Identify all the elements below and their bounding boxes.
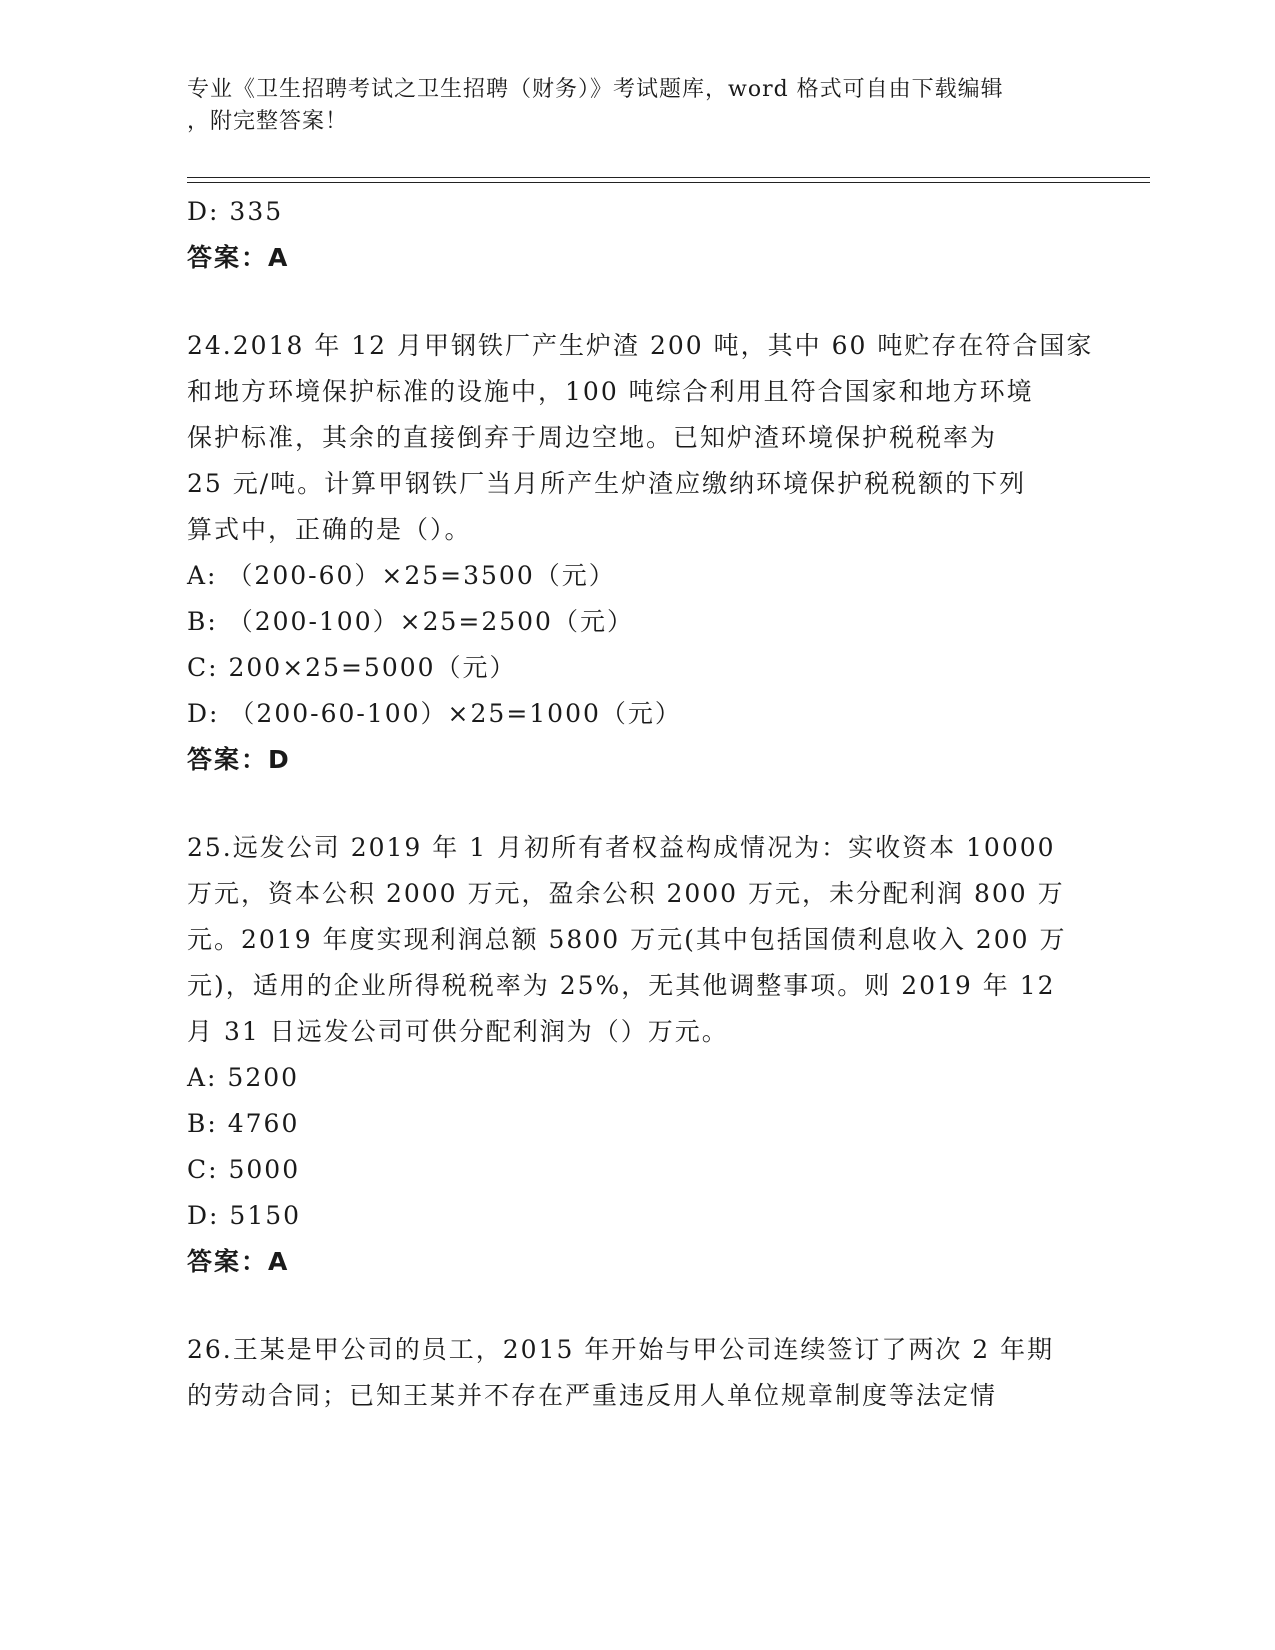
spacer [187, 1285, 1087, 1327]
question-24 [187, 323, 1094, 783]
header-divider-top [187, 177, 1150, 178]
q24-option-c: C: 200×25=5000（元） [187, 653, 517, 682]
prev-option-d: D: 335 [187, 197, 284, 226]
spacer [187, 281, 1087, 323]
q24-text-line: 25 元/吨。计算甲钢铁厂当月所产生炉渣应缴纳环境保护税税额的下列 [187, 469, 1027, 498]
q24-text-line: 算式中，正确的是（）。 [187, 515, 472, 544]
q25-text-line: 元。2019 年度实现利润总额 5800 万元(其中包括国债利息收入 200 万 [187, 925, 1067, 954]
question-26 [187, 1327, 1087, 1419]
q25-option-b: B: 4760 [187, 1109, 300, 1138]
q25-text-line: 万元，资本公积 2000 万元，盈余公积 2000 万元，未分配利润 800 万 [187, 879, 1065, 908]
prev-answer: 答案：A [187, 243, 290, 272]
header-divider-bottom [187, 182, 1150, 183]
q25-option-a: A: 5200 [187, 1063, 300, 1092]
q24-option-d: D: （200-60-100）×25=1000（元） [187, 699, 682, 728]
header-line-1: 专业《卫生招聘考试之卫生招聘（财务）》考试题库，word 格式可自由下载编辑 [187, 77, 1004, 102]
q24-option-b: B: （200-100）×25=2500（元） [187, 607, 634, 636]
header-line-2: ，附完整答案！ [187, 109, 349, 134]
q25-answer: 答案：A [187, 1247, 290, 1276]
q24-text-line: 保护标准，其余的直接倒弃于周边空地。已知炉渣环境保护税税率为 [187, 423, 998, 452]
q25-option-d: D: 5150 [187, 1201, 302, 1230]
q25-text-line: 元)，适用的企业所得税税率为 25%，无其他调整事项。则 2019 年 12 [187, 971, 1056, 1000]
q26-text-line: 的劳动合同；已知王某并不存在严重违反用人单位规章制度等法定情 [187, 1381, 998, 1410]
question-content [187, 189, 1094, 1419]
spacer [187, 783, 1087, 825]
q24-answer: 答案：D [187, 745, 291, 774]
q25-text-line: 25.远发公司 2019 年 1 月初所有者权益构成情况为：实收资本 10000 [187, 833, 1056, 862]
q25-option-c: C: 5000 [187, 1155, 301, 1184]
q25-text-line: 月 31 日远发公司可供分配利润为（）万元。 [187, 1017, 729, 1046]
q24-option-a: A: （200-60）×25=3500（元） [187, 561, 616, 590]
document-header [187, 74, 1067, 138]
question-25 [187, 825, 1087, 1285]
q26-text-line: 26.王某是甲公司的员工，2015 年开始与甲公司连续签订了两次 2 年期 [187, 1335, 1055, 1364]
q24-text-line: 24.2018 年 12 月甲钢铁厂产生炉渣 200 吨，其中 60 吨贮存在符合国家 [187, 331, 1094, 360]
q24-text-line: 和地方环境保护标准的设施中，100 吨综合利用且符合国家和地方环境 [187, 377, 1034, 406]
